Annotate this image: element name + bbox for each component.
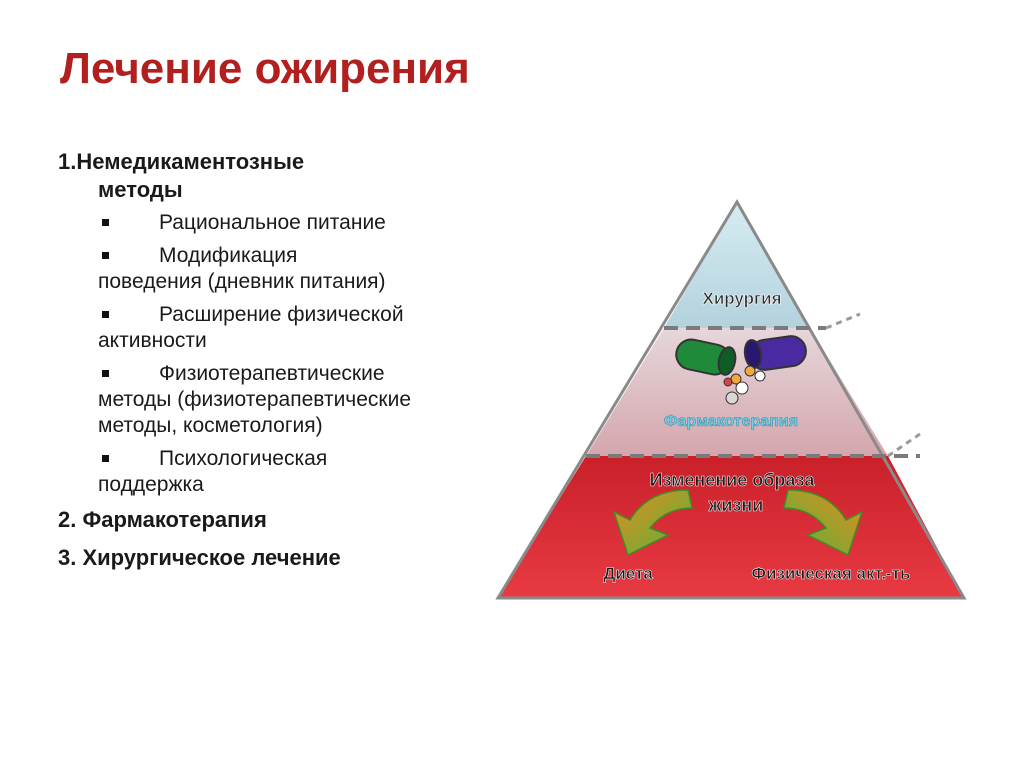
sub-item-text: Рациональное питание: [159, 211, 386, 234]
bullet-icon: [102, 455, 109, 462]
slide-title: Лечение ожирения: [60, 44, 470, 93]
pyramid-label-pharmacotherapy: Фармакотерапия: [663, 413, 799, 430]
bullet-icon: [102, 219, 109, 226]
pyramid-label-diet: Диета: [603, 564, 653, 583]
sub-list: [58, 210, 488, 498]
list-item-1: [58, 148, 488, 204]
list-item-1-number: 1.: [58, 149, 77, 174]
list-item-1-label: Немедикаментозные: [76, 149, 305, 174]
sub-item-text: Психологическая: [159, 447, 328, 470]
sub-item-text-cont: поддержка: [98, 473, 204, 496]
list-item: [58, 361, 488, 439]
list-item: [58, 243, 488, 295]
list-item-2: 2. Фармакотерапия: [58, 507, 267, 532]
treatment-list: [58, 148, 488, 572]
treatment-pyramid: [488, 190, 1024, 610]
tier-divider: [888, 434, 920, 456]
pyramid-tier-top: [664, 202, 810, 328]
pyramid-label-lifestyle-line2: жизни: [708, 495, 764, 515]
sub-item-text-cont: методы (физиотерапевтические методы, косметология): [98, 388, 412, 437]
sub-item-text-cont: поведения (дневник питания): [98, 270, 386, 293]
pyramid-label-surgery: Хирургия: [702, 289, 782, 308]
list-item-3: 3. Хирургическое лечение: [58, 545, 341, 570]
sub-item-text: Расширение физической: [159, 303, 404, 326]
pyramid-label-lifestyle-line1: Изменение образа: [649, 470, 815, 490]
list-item: [58, 302, 488, 354]
bullet-icon: [102, 370, 109, 377]
sub-item-text: Модификация: [159, 244, 298, 267]
list-item: [58, 446, 488, 498]
list-item: [58, 210, 488, 236]
list-item-1-label-cont: методы: [98, 177, 183, 202]
pyramid-label-activity: Физическая акт.-ть: [751, 564, 911, 583]
sub-item-text: Физиотерапевтические: [159, 362, 385, 385]
sub-item-text-cont: активности: [98, 329, 207, 352]
tier-divider: [826, 314, 860, 328]
bullet-icon: [102, 311, 109, 318]
bullet-icon: [102, 252, 109, 259]
